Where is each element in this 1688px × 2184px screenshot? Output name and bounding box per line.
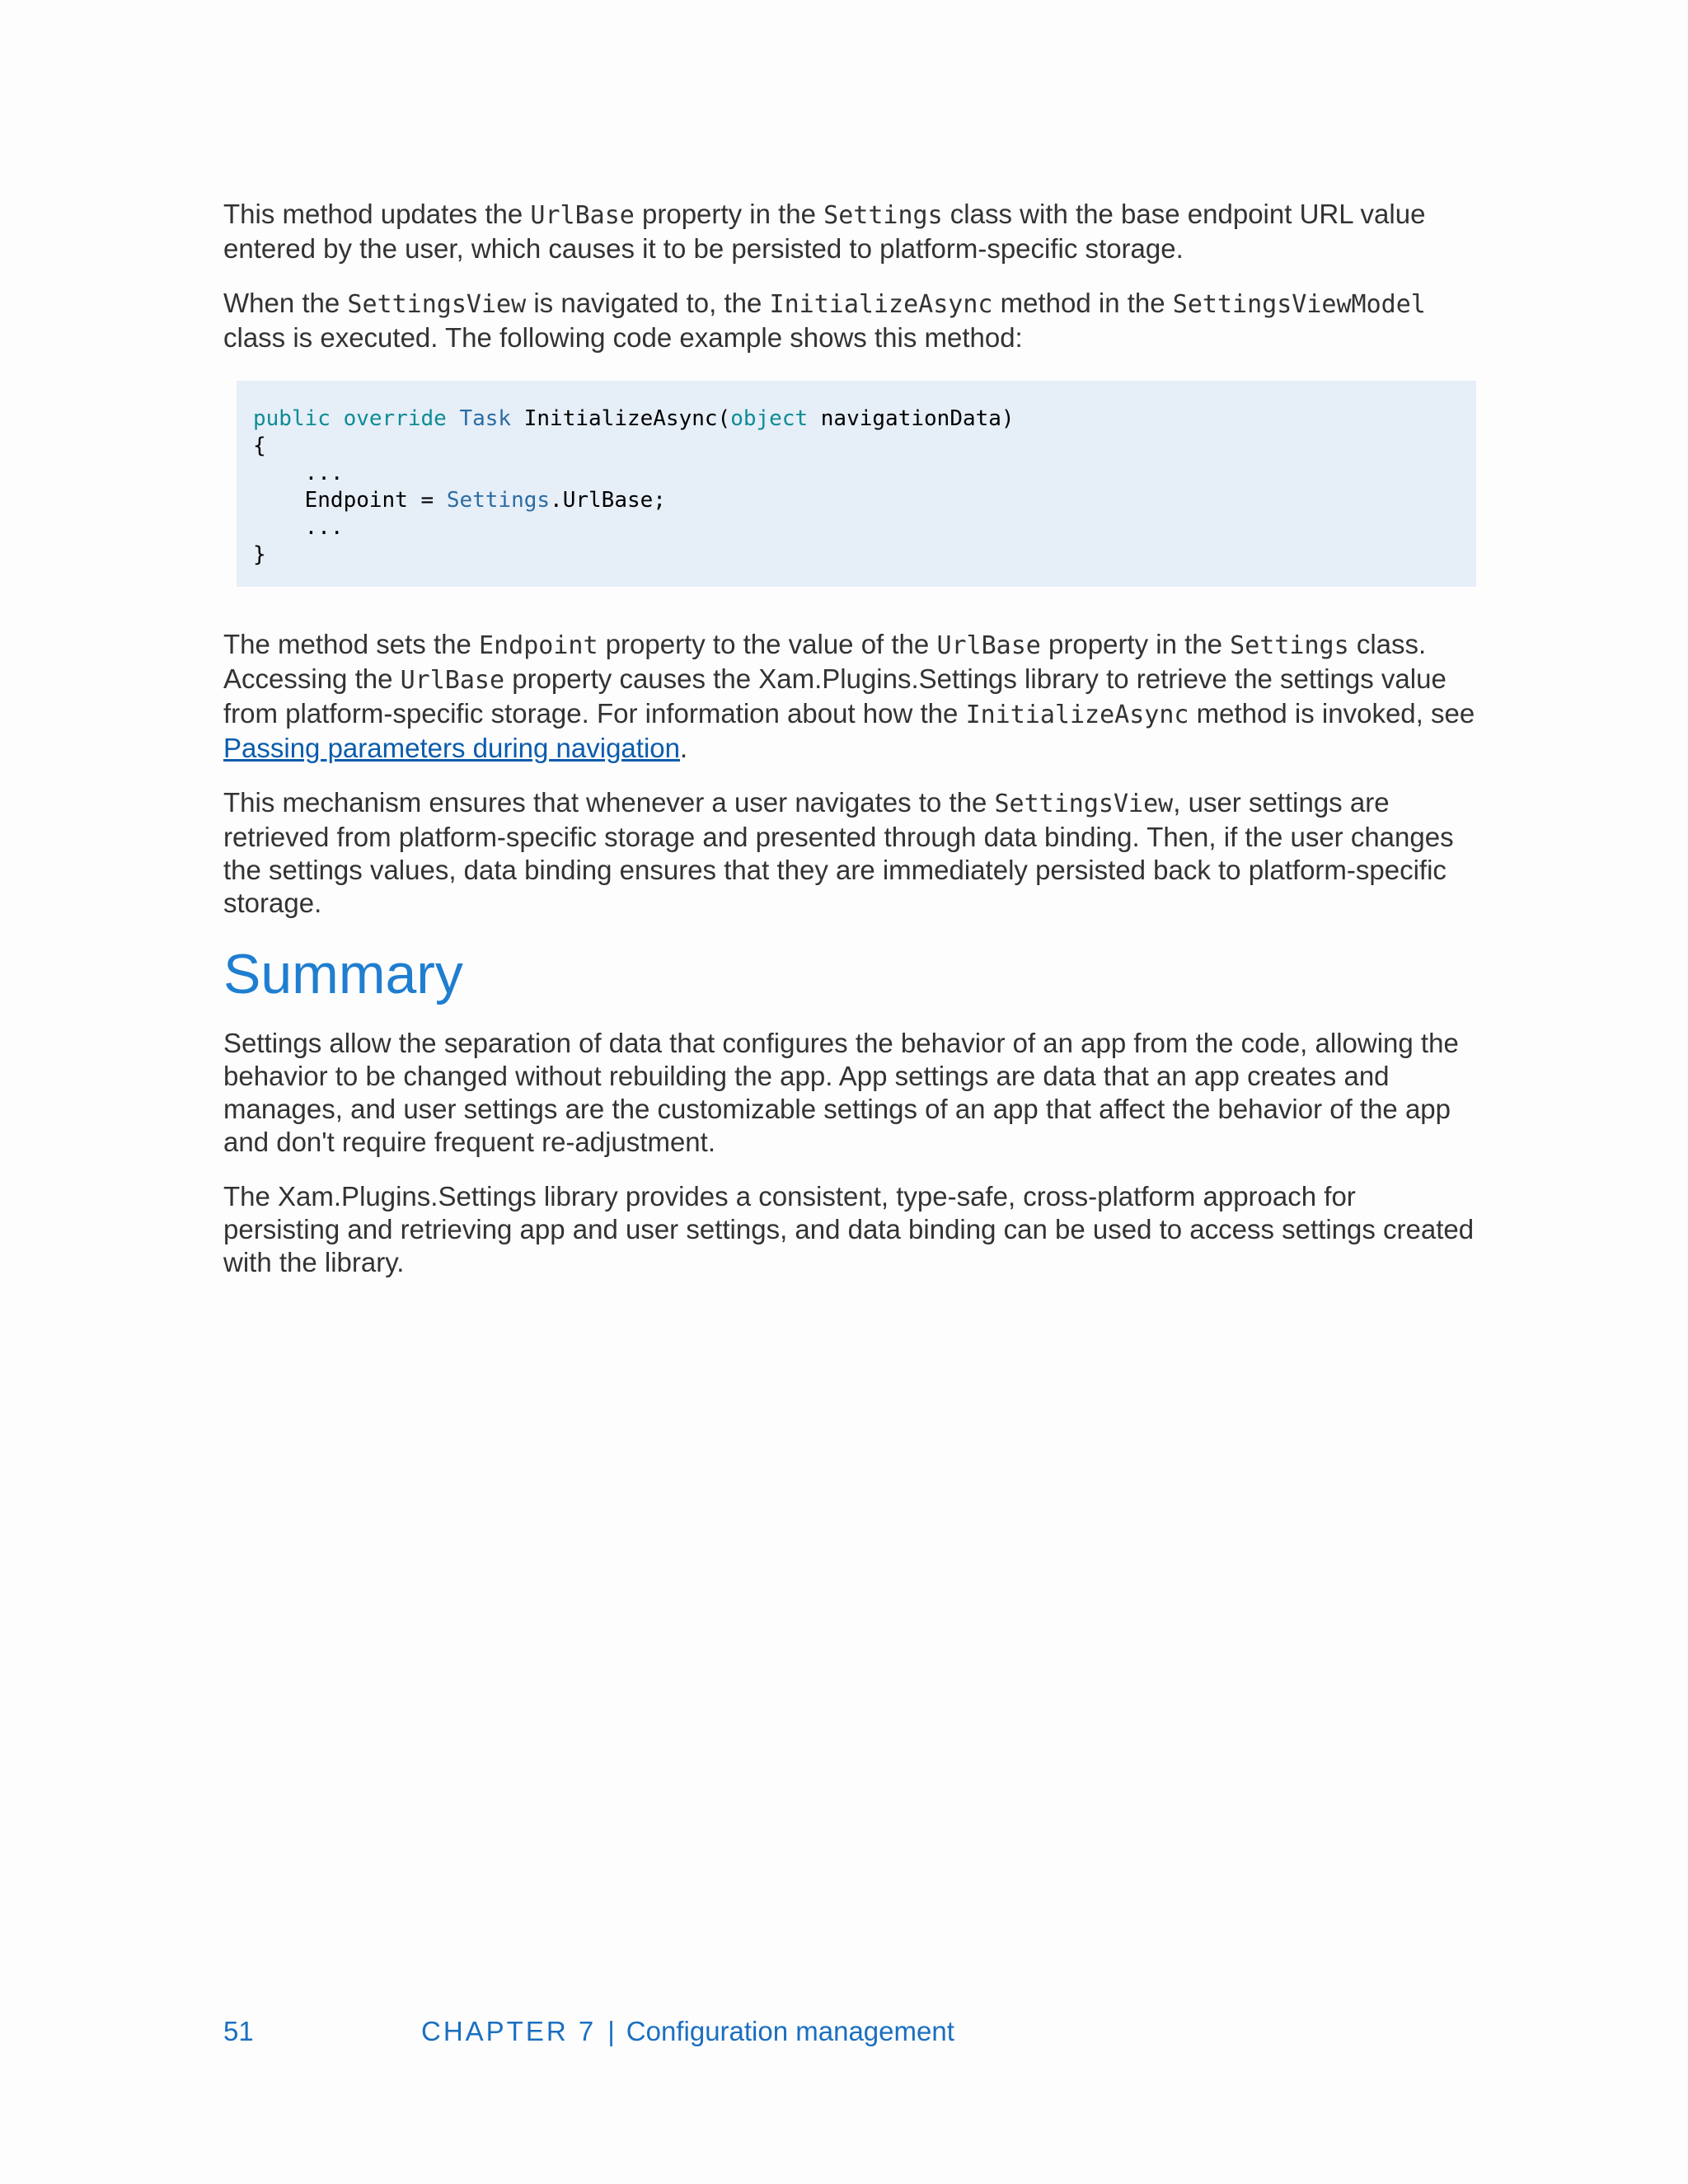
paragraph-mechanism — [223, 786, 1476, 920]
inline-code: Settings — [823, 201, 943, 230]
inline-code: UrlBase — [936, 631, 1041, 660]
inline-code: InitializeAsync — [965, 701, 1189, 729]
code-text: } — [253, 542, 266, 567]
text: property causes the Xam.Plugins.Settings library to retrieve the settings value from platform-specific storage. For information about how the — [223, 663, 1447, 729]
inline-code: UrlBase — [530, 201, 635, 230]
code-block — [237, 381, 1476, 587]
code-keyword: public — [253, 406, 331, 431]
text: This method updates the — [223, 199, 531, 229]
text: method is invoked, see — [1189, 698, 1475, 729]
text: class with the base endpoint URL value entered by the user, which causes it to be persisted to platform-specific storage. — [223, 199, 1426, 264]
text: is navigated to, the — [526, 288, 770, 318]
chapter-name: Configuration management — [626, 2016, 954, 2046]
paragraph-endpoint-property — [223, 628, 1476, 765]
chapter-title-footer — [421, 2015, 954, 2048]
text: class is executed. The following code example shows this method: — [223, 322, 1023, 353]
inline-code: SettingsViewModel — [1172, 290, 1426, 319]
code-text: .UrlBase; — [550, 488, 666, 513]
passing-parameters-link[interactable]: Passing parameters during navigation — [223, 733, 680, 763]
chapter-label: CHAPTER 7 — [421, 2016, 597, 2046]
footer-separator: | — [607, 2016, 615, 2046]
text: method in the — [992, 288, 1173, 318]
text: , user settings are retrieved from platform-specific storage and presented through data binding. Then, if the user changes the settings values, data binding ensures that they are immediately persisted back to platform-specific storage. — [223, 787, 1454, 918]
page-content — [223, 198, 1476, 1301]
inline-code: Settings — [1230, 631, 1349, 660]
text: class. Accessing the — [223, 629, 1427, 694]
page-number: 51 — [223, 2016, 254, 2046]
paragraph-summary-settings: Settings allow the separation of data that configures the behavior of an app from the code, allowing the behavior to be changed without rebuilding the app. App settings are data that an app creates and manages, and user settings are the customizable settings of an app that affect the behavior of the app and don't require frequent re-adjustment. — [223, 1028, 1459, 1157]
inline-code: InitializeAsync — [769, 290, 993, 319]
code-keyword: override — [343, 406, 447, 431]
text: property in the — [634, 199, 824, 229]
inline-code: Endpoint — [479, 631, 598, 660]
text: This mechanism ensures that whenever a user navigates to the — [223, 787, 995, 818]
paragraph-urlbase-update — [223, 198, 1476, 265]
text: When the — [223, 288, 348, 318]
code-text: navigationData) — [820, 406, 1015, 431]
code-text: ... — [304, 515, 344, 540]
inline-code: SettingsView — [994, 790, 1174, 818]
inline-code: SettingsView — [347, 290, 527, 319]
text: . — [680, 733, 688, 763]
inline-code: UrlBase — [400, 666, 505, 695]
code-type: Settings — [446, 488, 551, 513]
summary-heading: Summary — [223, 943, 463, 1005]
code-type: Task — [459, 406, 512, 431]
paragraph-settingsview-navigation — [223, 287, 1476, 354]
code-text: { — [253, 434, 266, 458]
text: property to the value of the — [598, 629, 937, 659]
code-keyword: object — [730, 406, 809, 431]
text: property in the — [1040, 629, 1231, 659]
code-text: ... — [304, 461, 344, 485]
text: The method sets the — [223, 629, 480, 659]
code-text: InitializeAsync( — [523, 406, 731, 431]
code-text: Endpoint = — [304, 488, 447, 513]
paragraph-summary-library: The Xam.Plugins.Settings library provides a consistent, type-safe, cross-platform approach for persisting and retrieving app and user settings, and data binding can be used to access settings created with the library. — [223, 1181, 1475, 1277]
